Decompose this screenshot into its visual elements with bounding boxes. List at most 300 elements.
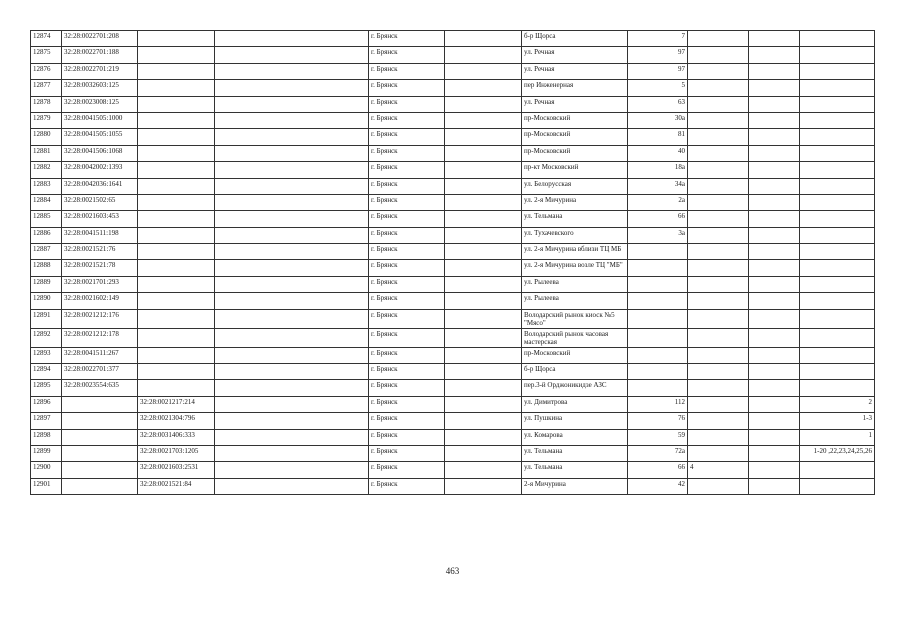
cell-city: г. Брянск [369, 178, 445, 194]
cell-city: г. Брянск [369, 462, 445, 478]
cell-building [688, 293, 749, 309]
cell-flat [749, 396, 800, 412]
cell-cadastral-number-b: 32:28:0021521:84 [138, 478, 215, 494]
cell-district [445, 96, 522, 112]
table-row [31, 211, 875, 227]
cell-street: Володарский рынок часовая мастерская [522, 328, 628, 347]
cell-city: г. Брянск [369, 112, 445, 128]
cell-name [215, 276, 369, 292]
cell-premises [800, 380, 875, 396]
table-row [31, 429, 875, 445]
cell-flat [749, 96, 800, 112]
cell-flat [749, 145, 800, 161]
cell-building [688, 413, 749, 429]
cell-cadastral-number-a: 32:28:0021212:178 [62, 328, 138, 347]
cell-name [215, 396, 369, 412]
cell-building [688, 260, 749, 276]
cell-city: г. Брянск [369, 227, 445, 243]
cell-city: г. Брянск [369, 364, 445, 380]
cell-district [445, 80, 522, 96]
cell-cadastral-number-a: 32:28:0021502:65 [62, 194, 138, 210]
cell-cadastral-number-a [62, 429, 138, 445]
cell-street: ул. Речная [522, 47, 628, 63]
cell-premises [800, 478, 875, 494]
cell-name [215, 328, 369, 347]
cell-cadastral-number-a: 32:28:0041505:1000 [62, 112, 138, 128]
cell-district [445, 129, 522, 145]
cell-cadastral-number-b [138, 293, 215, 309]
cell-row-number: 12876 [31, 63, 62, 79]
cell-row-number: 12874 [31, 31, 62, 47]
cell-district [445, 211, 522, 227]
cell-district [445, 445, 522, 461]
cell-name [215, 293, 369, 309]
cell-building [688, 276, 749, 292]
cell-cadastral-number-a: 32:28:0021603:453 [62, 211, 138, 227]
cell-cadastral-number-b [138, 96, 215, 112]
cell-street: ул. Тельмана [522, 462, 628, 478]
cell-premises [800, 129, 875, 145]
cell-name [215, 227, 369, 243]
cell-cadastral-number-b: 32:28:0031406:333 [138, 429, 215, 445]
table-row [31, 462, 875, 478]
cell-cadastral-number-a: 32:28:0021521:76 [62, 244, 138, 260]
cell-row-number: 12900 [31, 462, 62, 478]
cell-building: 4 [688, 462, 749, 478]
cell-cadastral-number-b [138, 178, 215, 194]
cell-building [688, 178, 749, 194]
cell-cadastral-number-b [138, 227, 215, 243]
cell-building [688, 112, 749, 128]
cell-flat [749, 80, 800, 96]
cell-house: 97 [628, 47, 688, 63]
cell-street: ул. Тельмана [522, 445, 628, 461]
cell-city: г. Брянск [369, 211, 445, 227]
cell-house: 59 [628, 429, 688, 445]
cell-flat [749, 47, 800, 63]
cell-name [215, 80, 369, 96]
cell-house: 2а [628, 194, 688, 210]
cell-building [688, 244, 749, 260]
cell-house: 72а [628, 445, 688, 461]
table-row [31, 31, 875, 47]
cell-name [215, 445, 369, 461]
cell-cadastral-number-b [138, 309, 215, 328]
cell-premises [800, 162, 875, 178]
cell-name [215, 129, 369, 145]
cell-street: пр-Московский [522, 145, 628, 161]
cell-premises [800, 244, 875, 260]
cell-flat [749, 429, 800, 445]
cell-row-number: 12896 [31, 396, 62, 412]
cell-cadastral-number-a: 32:28:0041506:1068 [62, 145, 138, 161]
table-row [31, 112, 875, 128]
cell-city: г. Брянск [369, 47, 445, 63]
cell-name [215, 244, 369, 260]
cell-cadastral-number-b: 32:28:0021703:1205 [138, 445, 215, 461]
cell-street: ул. Рылеева [522, 293, 628, 309]
cell-street: пр-Московский [522, 112, 628, 128]
cell-name [215, 178, 369, 194]
cell-cadastral-number-a: 32:28:0021701:293 [62, 276, 138, 292]
cell-premises [800, 276, 875, 292]
table-row [31, 309, 875, 328]
cell-street: ул. Белорусская [522, 178, 628, 194]
cell-city: г. Брянск [369, 244, 445, 260]
cell-row-number: 12887 [31, 244, 62, 260]
table-row [31, 260, 875, 276]
cell-district [445, 227, 522, 243]
cell-row-number: 12880 [31, 129, 62, 145]
cell-street: 2-я Мичурина [522, 478, 628, 494]
table-row [31, 96, 875, 112]
cell-cadastral-number-b [138, 129, 215, 145]
cell-cadastral-number-a: 32:28:0021602:149 [62, 293, 138, 309]
cell-cadastral-number-a: 32:28:0041511:267 [62, 347, 138, 363]
cell-district [445, 47, 522, 63]
cell-cadastral-number-a [62, 413, 138, 429]
cell-name [215, 429, 369, 445]
cell-premises [800, 211, 875, 227]
cell-district [445, 347, 522, 363]
cell-flat [749, 129, 800, 145]
cell-city: г. Брянск [369, 478, 445, 494]
cell-premises [800, 96, 875, 112]
table-row [31, 364, 875, 380]
cell-district [445, 260, 522, 276]
cell-district [445, 63, 522, 79]
table-row [31, 162, 875, 178]
cell-cadastral-number-b [138, 80, 215, 96]
register-table [30, 30, 875, 495]
cell-district [445, 244, 522, 260]
cell-city: г. Брянск [369, 63, 445, 79]
table-row [31, 276, 875, 292]
cell-building [688, 145, 749, 161]
table-row [31, 80, 875, 96]
cell-name [215, 462, 369, 478]
cell-row-number: 12881 [31, 145, 62, 161]
cell-cadastral-number-a: 32:28:0042036:1641 [62, 178, 138, 194]
cell-flat [749, 328, 800, 347]
cell-flat [749, 276, 800, 292]
cell-flat [749, 380, 800, 396]
cell-building [688, 478, 749, 494]
cell-row-number: 12888 [31, 260, 62, 276]
cell-name [215, 145, 369, 161]
cell-row-number: 12889 [31, 276, 62, 292]
cell-street: ул. Речная [522, 96, 628, 112]
cell-street: пер Инженерная [522, 80, 628, 96]
cell-name [215, 31, 369, 47]
cell-cadastral-number-b [138, 347, 215, 363]
cell-premises [800, 31, 875, 47]
cell-city: г. Брянск [369, 380, 445, 396]
cell-house: 18а [628, 162, 688, 178]
cell-premises [800, 178, 875, 194]
cell-cadastral-number-b [138, 63, 215, 79]
cell-premises [800, 194, 875, 210]
cell-row-number: 12891 [31, 309, 62, 328]
cell-city: г. Брянск [369, 347, 445, 363]
cell-name [215, 47, 369, 63]
cell-house: 42 [628, 478, 688, 494]
cell-premises [800, 364, 875, 380]
cell-district [445, 293, 522, 309]
cell-city: г. Брянск [369, 129, 445, 145]
cell-city: г. Брянск [369, 328, 445, 347]
cell-premises [800, 145, 875, 161]
cell-cadastral-number-a: 32:28:0021521:78 [62, 260, 138, 276]
cell-premises [800, 227, 875, 243]
cell-cadastral-number-a: 32:28:0022701:208 [62, 31, 138, 47]
cell-name [215, 380, 369, 396]
cell-name [215, 96, 369, 112]
cell-city: г. Брянск [369, 413, 445, 429]
cell-premises [800, 293, 875, 309]
cell-house [628, 380, 688, 396]
cell-cadastral-number-b [138, 364, 215, 380]
cell-name [215, 260, 369, 276]
cell-cadastral-number-a [62, 396, 138, 412]
cell-house [628, 293, 688, 309]
cell-district [445, 413, 522, 429]
cell-city: г. Брянск [369, 162, 445, 178]
cell-district [445, 396, 522, 412]
cell-building [688, 227, 749, 243]
table-row [31, 194, 875, 210]
cell-building [688, 63, 749, 79]
cell-building [688, 80, 749, 96]
cell-building [688, 347, 749, 363]
cell-flat [749, 413, 800, 429]
cell-district [445, 429, 522, 445]
cell-flat [749, 194, 800, 210]
cell-street: ул. Тухачевского [522, 227, 628, 243]
table-row [31, 227, 875, 243]
cell-cadastral-number-b [138, 328, 215, 347]
cell-street: пр-Московский [522, 129, 628, 145]
cell-flat [749, 227, 800, 243]
cell-row-number: 12890 [31, 293, 62, 309]
cell-house [628, 260, 688, 276]
cell-house [628, 244, 688, 260]
table-row [31, 413, 875, 429]
cell-flat [749, 309, 800, 328]
cell-district [445, 462, 522, 478]
cell-premises [800, 309, 875, 328]
cell-cadastral-number-b [138, 244, 215, 260]
cell-name [215, 112, 369, 128]
cell-district [445, 276, 522, 292]
cell-premises [800, 328, 875, 347]
table-row [31, 244, 875, 260]
table-row [31, 396, 875, 412]
cell-flat [749, 31, 800, 47]
cell-row-number: 12894 [31, 364, 62, 380]
cell-row-number: 12895 [31, 380, 62, 396]
cell-flat [749, 63, 800, 79]
cell-cadastral-number-a: 32:28:0023008:125 [62, 96, 138, 112]
cell-row-number: 12883 [31, 178, 62, 194]
cell-house: 34а [628, 178, 688, 194]
cell-street: Володарский рынок киоск №5 "Мясо" [522, 309, 628, 328]
cell-row-number: 12886 [31, 227, 62, 243]
table-row [31, 47, 875, 63]
cell-building [688, 429, 749, 445]
cell-row-number: 12892 [31, 328, 62, 347]
page-number: 463 [445, 566, 460, 576]
cell-name [215, 63, 369, 79]
cell-row-number: 12898 [31, 429, 62, 445]
cell-name [215, 364, 369, 380]
table-row [31, 380, 875, 396]
cell-premises [800, 462, 875, 478]
cell-cadastral-number-b [138, 380, 215, 396]
cell-flat [749, 462, 800, 478]
cell-street: ул. Димитрова [522, 396, 628, 412]
cell-building [688, 396, 749, 412]
cell-name [215, 162, 369, 178]
cell-district [445, 145, 522, 161]
table-row [31, 293, 875, 309]
cell-building [688, 194, 749, 210]
cell-flat [749, 347, 800, 363]
cell-flat [749, 244, 800, 260]
cell-cadastral-number-a: 32:28:0041511:198 [62, 227, 138, 243]
cell-house: 5 [628, 80, 688, 96]
cell-row-number: 12877 [31, 80, 62, 96]
cell-cadastral-number-b [138, 211, 215, 227]
cell-house: 97 [628, 63, 688, 79]
cell-street: ул. Пушкина [522, 413, 628, 429]
cell-house [628, 347, 688, 363]
cell-district [445, 31, 522, 47]
table-row [31, 63, 875, 79]
cell-row-number: 12878 [31, 96, 62, 112]
cell-cadastral-number-a: 32:28:0022701:188 [62, 47, 138, 63]
cell-house: 66 [628, 462, 688, 478]
table-row [31, 178, 875, 194]
cell-row-number: 12875 [31, 47, 62, 63]
cell-city: г. Брянск [369, 260, 445, 276]
cell-cadastral-number-a: 32:28:0023554:635 [62, 380, 138, 396]
cell-district [445, 478, 522, 494]
cell-premises: 1 [800, 429, 875, 445]
cell-building [688, 162, 749, 178]
cell-house: 76 [628, 413, 688, 429]
cell-cadastral-number-a: 32:28:0021212:176 [62, 309, 138, 328]
cell-row-number: 12901 [31, 478, 62, 494]
cell-city: г. Брянск [369, 445, 445, 461]
cell-street: пр-кт Московский [522, 162, 628, 178]
cell-cadastral-number-a [62, 478, 138, 494]
cell-cadastral-number-b [138, 112, 215, 128]
cell-premises [800, 63, 875, 79]
cell-city: г. Брянск [369, 80, 445, 96]
cell-flat [749, 364, 800, 380]
cell-flat [749, 112, 800, 128]
cell-city: г. Брянск [369, 429, 445, 445]
cell-flat [749, 445, 800, 461]
cell-row-number: 12899 [31, 445, 62, 461]
cell-city: г. Брянск [369, 396, 445, 412]
cell-street: ул. 2-я Мичурина [522, 194, 628, 210]
cell-cadastral-number-a [62, 445, 138, 461]
cell-street: ул. Рылеева [522, 276, 628, 292]
cell-building [688, 211, 749, 227]
cell-cadastral-number-b [138, 145, 215, 161]
cell-house [628, 328, 688, 347]
cell-house: 66 [628, 211, 688, 227]
cell-house: 112 [628, 396, 688, 412]
cell-cadastral-number-a [62, 462, 138, 478]
cell-cadastral-number-a: 32:28:0042002:1393 [62, 162, 138, 178]
cell-premises [800, 347, 875, 363]
cell-district [445, 364, 522, 380]
cell-name [215, 413, 369, 429]
cell-district [445, 309, 522, 328]
cell-flat [749, 293, 800, 309]
cell-building [688, 328, 749, 347]
cell-premises [800, 80, 875, 96]
cell-cadastral-number-a: 32:28:0032603:125 [62, 80, 138, 96]
cell-row-number: 12885 [31, 211, 62, 227]
cell-house: 3а [628, 227, 688, 243]
table-row [31, 145, 875, 161]
cell-premises: 1-3 [800, 413, 875, 429]
cell-premises [800, 112, 875, 128]
cell-street: б-р Щорса [522, 364, 628, 380]
cell-cadastral-number-b: 32:28:0021304:796 [138, 413, 215, 429]
cell-building [688, 96, 749, 112]
cell-street: б-р Щорса [522, 31, 628, 47]
cell-house: 40 [628, 145, 688, 161]
cell-row-number: 12893 [31, 347, 62, 363]
cell-name [215, 211, 369, 227]
cell-flat [749, 260, 800, 276]
cell-street: пер.3-й Орджоникидзе АЗС [522, 380, 628, 396]
cell-row-number: 12879 [31, 112, 62, 128]
cell-district [445, 328, 522, 347]
cell-cadastral-number-b [138, 260, 215, 276]
cell-building [688, 129, 749, 145]
cell-premises [800, 47, 875, 63]
cell-name [215, 478, 369, 494]
cell-flat [749, 178, 800, 194]
cell-district [445, 178, 522, 194]
cell-street: ул. 2-я Мичурина вблизи ТЦ МБ [522, 244, 628, 260]
cell-building [688, 445, 749, 461]
table-row [31, 445, 875, 461]
cell-street: ул. Речная [522, 63, 628, 79]
cell-name [215, 347, 369, 363]
cell-cadastral-number-b [138, 47, 215, 63]
cell-row-number: 12884 [31, 194, 62, 210]
cell-house [628, 364, 688, 380]
cell-cadastral-number-b [138, 162, 215, 178]
cell-premises: 2 [800, 396, 875, 412]
cell-name [215, 194, 369, 210]
cell-house: 63 [628, 96, 688, 112]
cell-building [688, 47, 749, 63]
cell-cadastral-number-b [138, 31, 215, 47]
cell-district [445, 162, 522, 178]
cell-row-number: 12897 [31, 413, 62, 429]
cell-city: г. Брянск [369, 31, 445, 47]
cell-cadastral-number-b: 32:28:0021217:214 [138, 396, 215, 412]
cell-cadastral-number-b: 32:28:0021603:2531 [138, 462, 215, 478]
